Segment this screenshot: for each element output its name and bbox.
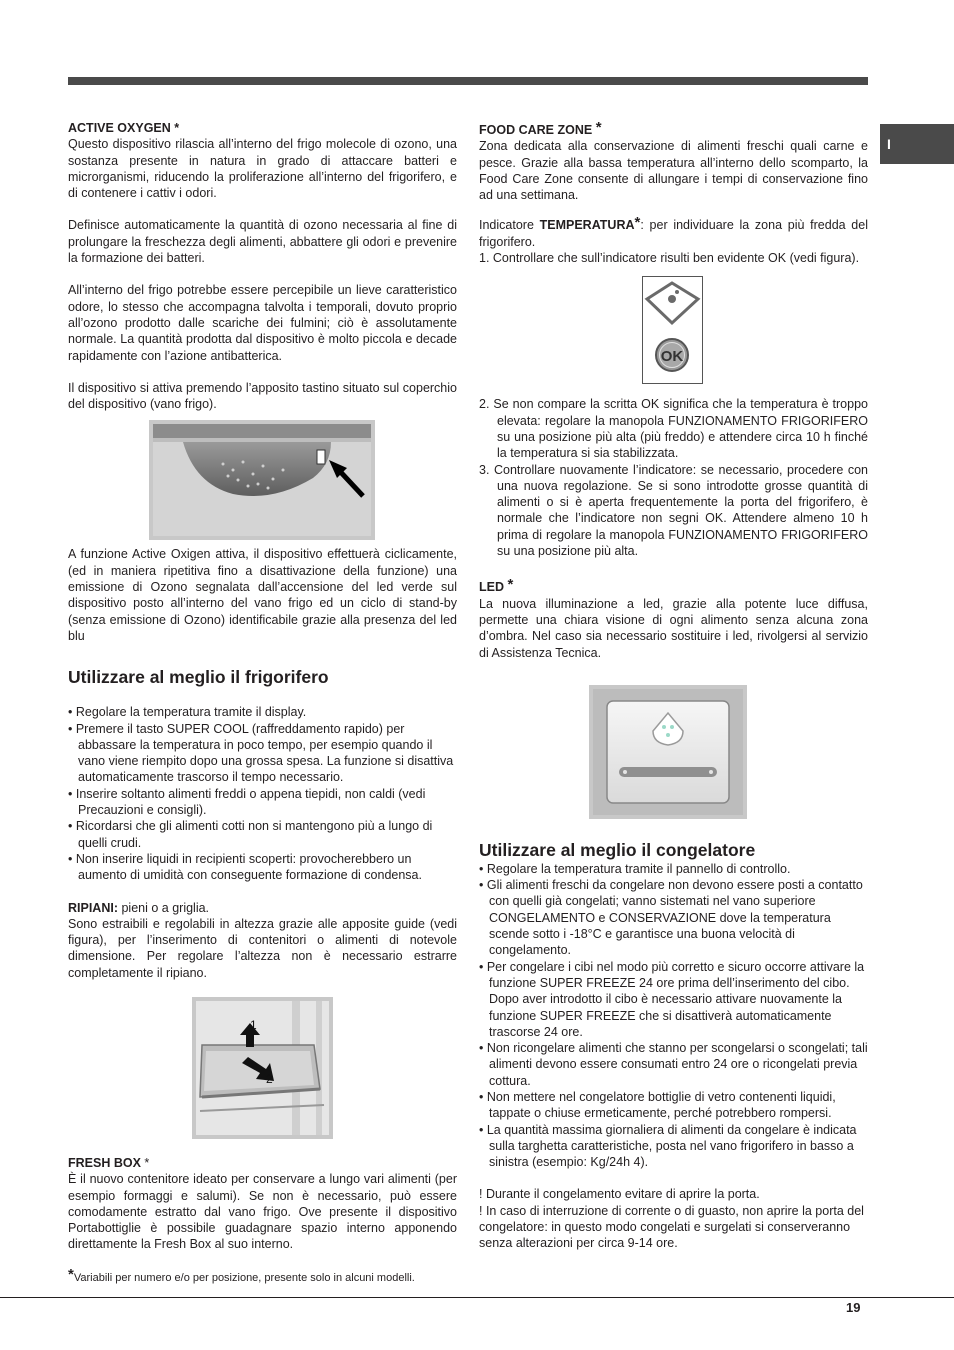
step-list-2: [479, 396, 868, 559]
list-item: • Non inserire liquidi in recipienti scoperti: provocherebbero un aumento di umidità con conseguente formazione di condensa.: [68, 851, 422, 883]
food-care-star: *: [595, 119, 602, 136]
freezer-section-heading: Utilizzare al meglio il congelatore: [479, 839, 756, 860]
led-heading: [479, 577, 868, 595]
list-item: 3. Controllare nuovamente l’indicatore: se necessario, procedere con una nuova regolazione. Se si sono introdotte grosse quantità di alimenti o si è aperta frequentemente la porta del frigorifero, è normale che l’indicatore non segni OK. Attendere almeno 10 h prima di regolare la manopola FUNZIONAMENTO FRIGORIFERO su una posizione più alta.: [479, 462, 868, 559]
freezer-warning-2: ! In caso di interruzione di corrente o di guasto, non aprire la porta del congelatore: in questo modo congelati e surgelati si conserveranno senza alterazioni per circa 9-14 ore.: [479, 1203, 864, 1251]
active-oxygen-paragraph-1: Questo dispositivo rilascia all’interno del frigo molecole di ozono, una sostanza presente in natura in grado di attaccare batteri e microrganismi, riducendo la proliferazione all’interno del frigorifero, e di contenere i cattiv i odori.: [68, 137, 457, 201]
shelf-label-1: 1: [250, 1017, 257, 1032]
page-number: 19: [846, 1300, 861, 1315]
freshbox-paragraph: È il nuovo contenitore ideato per conservare a lungo vari alimenti (per esempio formaggi e salumi). Se non è necessario, può essere comodamente estratto dal vano frigo. Ove presente il dispositivo Portabottiglie è possibile guadagnare spazio interno apponendo direttamente la Fresh Box al suo interno.: [68, 1172, 457, 1252]
ripiani-label: RIPIANI:: [68, 900, 118, 915]
led-light-image: [589, 685, 747, 819]
list-item: • La quantità massima giornaliera di alimenti da congelare è indicata sulla targhetta caratteristiche, posta nel vano frigorifero in basso a sinistra (esempio: Kg/24h 4).: [479, 1122, 857, 1170]
list-item: • Inserire soltanto alimenti freddi o appena tiepidi, non caldi (vedi Precauzioni e consigli).: [68, 786, 426, 818]
top-rule: [68, 77, 868, 85]
footnote-star: *: [68, 1265, 74, 1283]
right-column: [479, 120, 868, 1252]
list-item: • Gli alimenti freschi da congelare non devono essere posti a contatto con quelli già congelati; vanno sistemati nel vano superiore CONGELAMENTO e CONSERVAZIONE dove la temperatura scende sotto i -18°C e garantisce una buona velocità di congelamento.: [479, 878, 863, 958]
shelf-adjust-image: [192, 997, 333, 1139]
list-item: • Premere il tasto SUPER COOL (raffreddamento rapido) per abbassare la temperatura in poco tempo, per esempio quando il vano viene riempito dopo una grossa spesa. La funzione si disattiva automaticamente trascorso il tempo necessario.: [68, 721, 454, 785]
active-oxygen-paragraph-2: Definisce automaticamente la quantità di ozono necessaria al fine di prolungare la freschezza degli alimenti, abbattere gli odori e prevenire la formazione dei batteri.: [68, 218, 457, 266]
freezer-warning-1: ! Durante il congelamento evitare di aprire la porta.: [479, 1187, 760, 1202]
list-item: • Ricordarsi che gli alimenti cotti non si mantengono più a lungo di quelli crudi.: [68, 819, 433, 850]
led-paragraph: La nuova illuminazione a led, grazie alla potente luce diffusa, permette una chiara visione di ogni alimento senza alcuna zona d’ombra. Nel caso sia necessario sostituire i led, rivolgersi al servizio di Assistenza Tecnica.: [479, 596, 868, 660]
list-item: • Regolare la temperatura tramite il pannello di controllo.: [479, 861, 791, 876]
indicator-prefix: Indicatore: [479, 218, 540, 233]
indicator-star: *: [634, 214, 641, 232]
ripiani-heading: [68, 900, 457, 916]
list-item: 2. Se non compare la scritta OK significa che la temperatura è troppo elevata: regolare la manopola FUNZIONAMENTO FRIGORIFERO su una posizione più alta (più freddo) e attendere circa 10 h finché la temperatura si sia stabilizzata.: [479, 397, 868, 461]
ripiani-paragraph: Sono estraibili e regolabili in altezza grazie alle apposite guide (vedi figura), per l’inserimento di contenitori o alimenti di notevole dimensione. Per regolare l’altezza non è necessario estrarre completamente il ripiano.: [68, 916, 457, 980]
freezer-bullet-list: [479, 861, 868, 1171]
fridge-bullet-list: [68, 704, 457, 883]
list-item: • Regolare la temperatura tramite il display.: [68, 705, 307, 720]
footnote-text: Variabili per numero e/o per posizione, presente solo in alcuni modelli.: [73, 1271, 415, 1284]
food-care-title: FOOD CARE ZONE: [479, 123, 593, 137]
footnote: [68, 1267, 457, 1286]
ok-text: OK: [660, 348, 684, 366]
bottom-rule: [0, 1297, 954, 1298]
language-tab: I: [880, 124, 954, 164]
step-list-1: [479, 250, 868, 266]
led-title: LED: [479, 580, 504, 595]
led-star: *: [507, 576, 514, 594]
food-care-heading: [479, 120, 868, 138]
active-oxygen-paragraph-5: A funzione Active Oxigen attiva, il dispositivo effettuerà ciclicamente, (ed in maniera ripetitiva fino a disattivazione della funzione) una emissione di Ozono segnalata dall’accensione del led verde sul dispositivo posto all’interno del vano frigo ed un ciclo di stand-by (senza emissione di Ozono) identificabile grazie alla presenza del led blu: [68, 547, 457, 643]
list-item: • Per congelare i cibi nel modo più corretto e sicuro occorre attivare la funzione SUPER FREEZE 24 ore prima dell’inserimento del cibo. Dopo aver introdotto il cibo è necessario attivare nuovamente la funzione SUPER FREEZE che si disattiverà automaticamente trascorse 24 ore.: [479, 959, 865, 1039]
indicator-paragraph: [479, 215, 868, 250]
list-item: • Non ricongelare alimenti che stanno per scongelarsi o scongelati; tali alimenti devono essere consumati entro 24 ore o ricongelati previa cottura.: [479, 1041, 868, 1088]
indicator-bold: TEMPERATURA: [539, 218, 635, 233]
list-item: 1. Controllare che sull’indicatore risulti ben evidente OK (vedi figura).: [479, 251, 860, 266]
freshbox-heading: [68, 1155, 457, 1171]
active-oxygen-paragraph-4: Il dispositivo si attiva premendo l’apposito tastino situato sul coperchio del dispositivo (vano frigo).: [68, 380, 457, 412]
left-column: [68, 120, 457, 1286]
list-item: • Non mettere nel congelatore bottiglie di vetro contenenti liquidi, tappate o chiuse ermeticamente, perché potrebbero rompersi.: [479, 1089, 836, 1121]
fridge-section-heading: Utilizzare al meglio il frigorifero: [68, 667, 329, 688]
active-oxygen-paragraph-3: All’interno del frigo potrebbe essere percepibile un lieve caratteristico odore, lo stesso che accompagna talvolta i temporali, dovuto proprio all’ozono prodotto dalle scariche dei fulmini; ciò è assolutamente normale. La quantità prodotta dal dispositivo è molto piccola e decade rapidamente con l’azione antibatterica.: [68, 283, 457, 363]
indicator-rest: : per individuare la zona più fredda del frigorifero.: [479, 218, 868, 249]
shelf-label-2: 2: [266, 1071, 273, 1086]
temperature-indicator-image: [642, 276, 703, 384]
ripiani-label-rest: pieni o a griglia.: [118, 900, 210, 915]
freshbox-label: FRESH BOX: [68, 1155, 141, 1170]
active-oxygen-device-image: [149, 420, 375, 540]
active-oxygen-title: ACTIVE OXYGEN *: [68, 121, 180, 135]
freshbox-star: *: [140, 1155, 150, 1170]
food-care-paragraph: Zona dedicata alla conservazione di alimenti freschi quali carne e pesce. Grazie alla bassa temperatura all’interno dello scomparto, la Food Care Zone consente di allungare i tempi di conservazione fino ad una settimana.: [479, 139, 868, 203]
